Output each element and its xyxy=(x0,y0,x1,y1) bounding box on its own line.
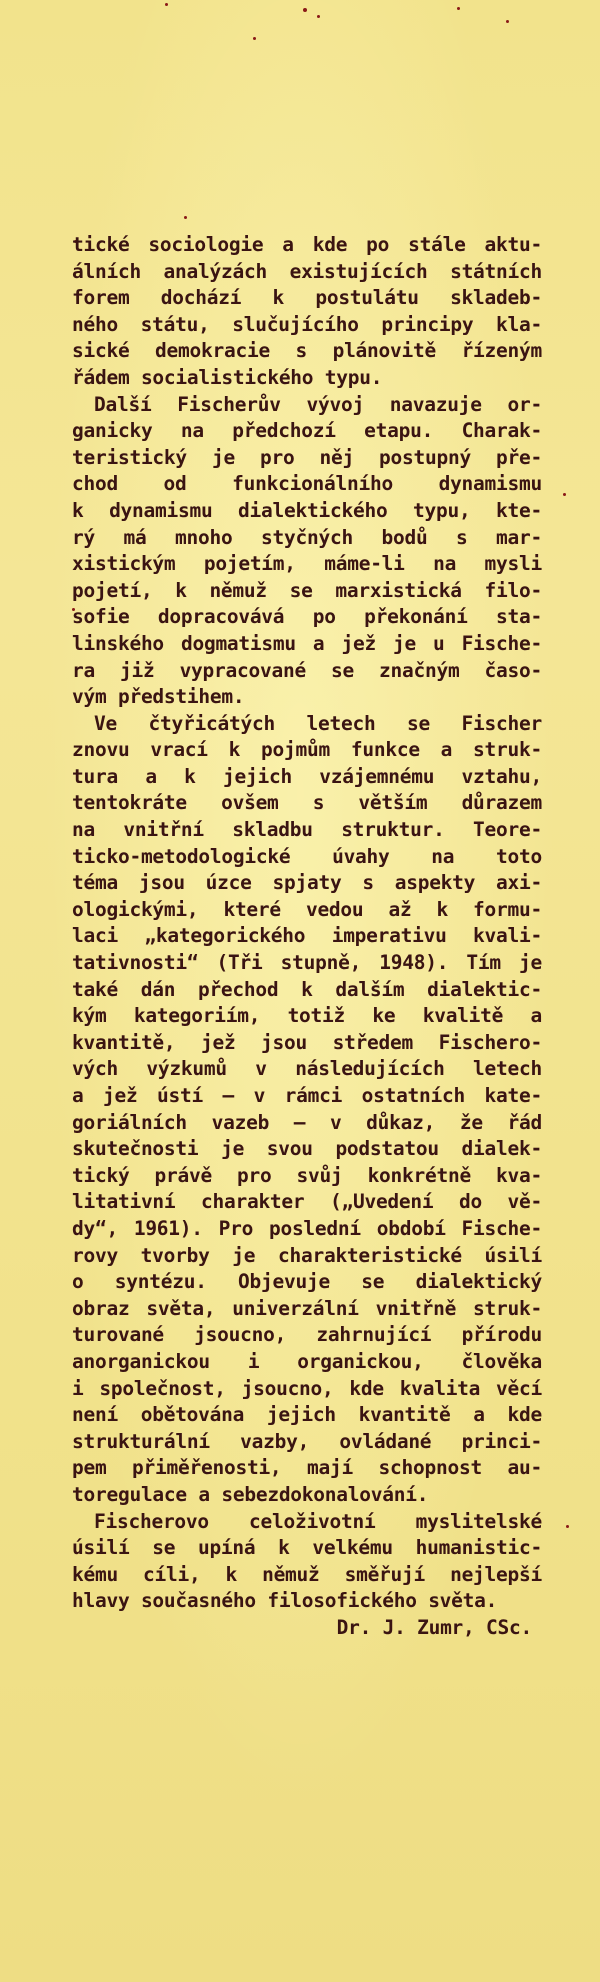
text-line: na vnitřní skladbu struktur. Teore- xyxy=(72,818,542,842)
paragraph-1 xyxy=(72,232,542,392)
text-line: vých výzkumů v následujících letech xyxy=(72,1057,542,1081)
text-line: rý má mnoho styčných bodů s mar- xyxy=(72,525,542,549)
text-line: tativnosti“ (Tři stupně, 1948). Tím je xyxy=(72,951,542,975)
text-line: álních analýzách existujících státních xyxy=(72,259,542,283)
text-line: tický právě pro svůj konkrétně kva- xyxy=(72,1163,542,1187)
text-line: obraz světa, univerzální vnitřně struk- xyxy=(72,1296,542,1320)
text-line: i společnost, jsoucno, kde kvalita věcí xyxy=(72,1376,542,1400)
text-line: řádem socialistického typu. xyxy=(72,365,383,389)
text-line: skutečnosti je svou podstatou dialek- xyxy=(72,1137,542,1161)
author-signature: Dr. J. Zumr, CSc. xyxy=(336,1615,532,1639)
ink-speck xyxy=(563,493,566,496)
text-line: laci „kategorického imperativu kvali- xyxy=(72,924,542,948)
text-line: ra již vypracované se značným časo- xyxy=(72,658,542,682)
text-line: znovu vrací k pojmům funkce a struk- xyxy=(72,738,542,762)
text-line: pojetí, k němuž se marxistická filo- xyxy=(72,578,542,602)
text-line: Ve čtyřicátých letech se Fischer xyxy=(94,711,542,735)
ink-speck xyxy=(457,7,460,10)
text-line: hlavy současného filosofického světa. xyxy=(72,1589,498,1613)
text-line: téma jsou úzce spjaty s aspekty axi- xyxy=(72,871,542,895)
ink-speck xyxy=(253,37,256,40)
text-line: tura a k jejich vzájemnému vztahu, xyxy=(72,764,542,788)
text-line: rovy tvorby je charakteristické úsilí xyxy=(72,1243,542,1267)
text-line: pem přiměřenosti, mají schopnost au- xyxy=(72,1456,542,1480)
paragraph-4 xyxy=(72,1509,542,1615)
text-line: teristický je pro něj postupný pře- xyxy=(72,445,542,469)
text-line: litativní charakter („Uvedení do vě- xyxy=(72,1190,542,1214)
text-line: ticko-metodologické úvahy na toto xyxy=(72,844,542,868)
text-line: Další Fischerův vývoj navazuje or- xyxy=(94,392,542,416)
text-line: anorganickou i organickou, člověka xyxy=(72,1349,542,1373)
text-line: tentokráte ovšem s větším důrazem xyxy=(72,791,542,815)
ink-speck xyxy=(165,3,168,6)
ink-speck xyxy=(317,15,320,18)
text-line: o syntézu. Objevuje se dialektický xyxy=(72,1270,542,1294)
ink-speck xyxy=(506,20,509,23)
text-line: k dynamismu dialektického typu, kte- xyxy=(72,498,542,522)
text-line: sické demokracie s plánovitě řízeným xyxy=(72,339,542,363)
text-line: forem dochází k postulátu skladeb- xyxy=(72,286,542,310)
text-line: sofie dopracovává po překonání sta- xyxy=(72,605,542,629)
paragraph-2 xyxy=(72,392,542,711)
text-line: strukturální vazby, ovládané princi- xyxy=(72,1429,542,1453)
text-line: chod od funkcionálního dynamismu xyxy=(72,472,542,496)
text-line: vým předstihem. xyxy=(72,685,245,709)
text-line: linského dogmatismu a jež je u Fische- xyxy=(72,631,542,655)
ink-speck xyxy=(566,1525,569,1528)
ink-speck xyxy=(184,216,187,219)
text-line: turované jsoucno, zahrnující přírodu xyxy=(72,1323,542,1347)
text-line: úsilí se upíná k velkému humanistic- xyxy=(72,1536,542,1560)
text-line: také dán přechod k dalším dialektic- xyxy=(72,977,542,1001)
text-line: není obětována jejich kvantitě a kde xyxy=(72,1403,542,1427)
text-line: ganicky na předchozí etapu. Charak- xyxy=(72,419,542,443)
text-line: dy“, 1961). Pro poslední období Fische- xyxy=(72,1216,542,1240)
text-line: kému cíli, k němuž směřují nejlepší xyxy=(72,1562,542,1586)
paragraph-3 xyxy=(72,711,542,1509)
text-line: tické sociologie a kde po stále aktu- xyxy=(72,233,542,256)
text-line: toregulace a sebezdokonalování. xyxy=(72,1482,429,1506)
text-line: xistickým pojetím, máme-li na mysli xyxy=(72,552,542,576)
article-text xyxy=(72,232,542,1641)
ink-speck xyxy=(303,8,307,12)
text-line: ologickými, které vedou až k formu- xyxy=(72,897,542,921)
text-line: ného státu, slučujícího principy kla- xyxy=(72,312,542,336)
text-line: kým kategoriím, totiž ke kvalitě a xyxy=(72,1004,542,1028)
text-line: a jež ústí — v rámci ostatních kate- xyxy=(72,1084,542,1107)
text-line: kvantitě, jež jsou středem Fischero- xyxy=(72,1030,542,1054)
text-line: goriálních vazeb — v důkaz, že řád xyxy=(72,1110,542,1134)
text-line: Fischerovo celoživotní myslitelské xyxy=(94,1509,542,1533)
